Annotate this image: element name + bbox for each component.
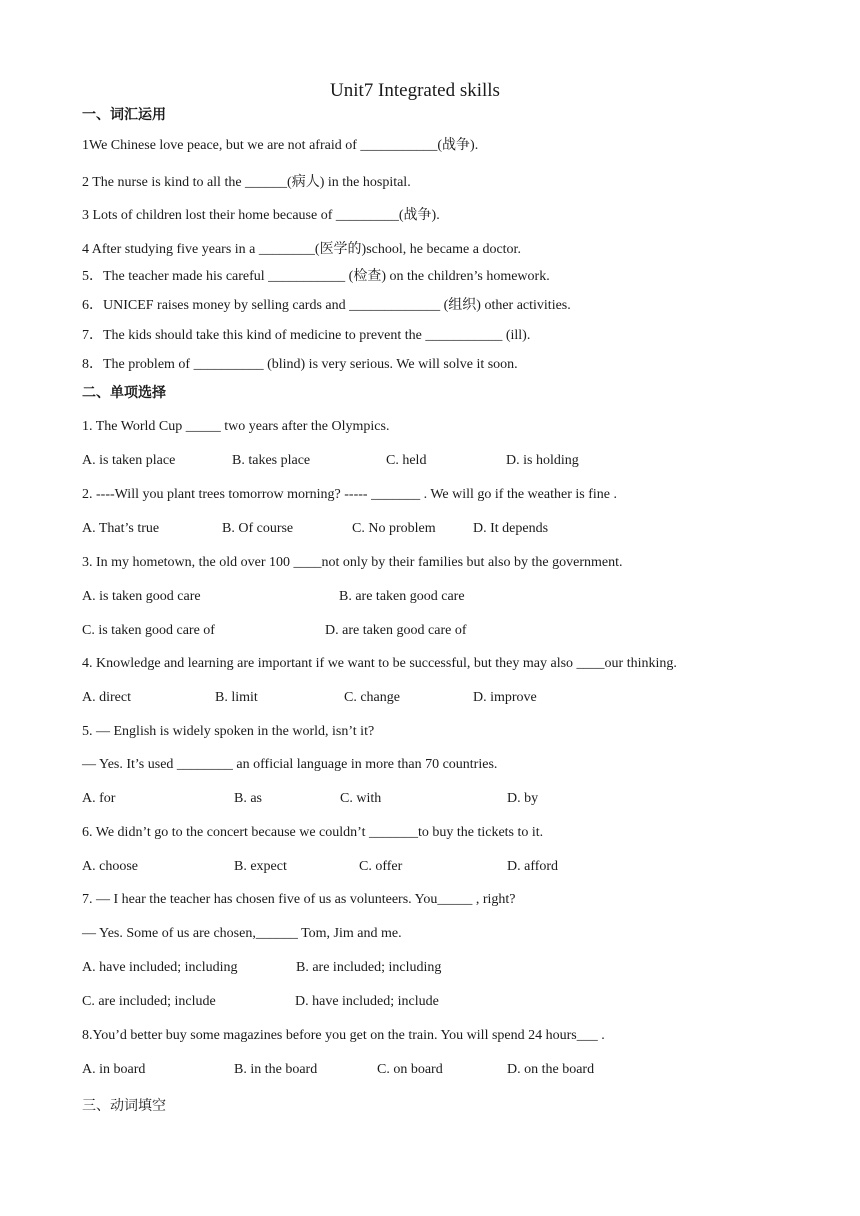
- option-b: B. expect: [234, 859, 287, 874]
- question-stem: 1. The World Cup _____ two years after the Olympics.: [82, 419, 390, 434]
- vocab-item: 3 Lots of children lost their home because of _________(战争).: [82, 208, 440, 223]
- option-d: D. have included; include: [295, 994, 439, 1009]
- option-c: C. are included; include: [82, 994, 216, 1009]
- option-b: B. Of course: [222, 521, 294, 536]
- section-heading-choice: 二、单项选择: [82, 385, 166, 401]
- option-a: A. choose: [82, 859, 138, 874]
- option-a: A. is taken good care: [82, 589, 201, 604]
- option-d: D. is holding: [506, 453, 579, 468]
- option-b: B. in the board: [234, 1062, 318, 1077]
- vocab-item: 8．The problem of __________ (blind) is very serious. We will solve it soon.: [82, 357, 518, 372]
- option-c: C. is taken good care of: [82, 623, 215, 638]
- page-title: Unit7 Integrated skills: [330, 80, 500, 101]
- question-stem: 2. ----Will you plant trees tomorrow morning? ----- _______ . We will go if the weather is fine .: [82, 487, 617, 502]
- question-stem: 3. In my hometown, the old over 100 ____not only by their families but also by the government.: [82, 555, 623, 570]
- question-stem: 6. We didn’t go to the concert because we couldn’t _______to buy the tickets to it.: [82, 825, 544, 840]
- option-b: B. limit: [215, 690, 258, 705]
- option-c: C. on board: [377, 1062, 443, 1077]
- option-a: A. in board: [82, 1062, 146, 1077]
- option-d: D. are taken good care of: [325, 623, 467, 638]
- option-d: D. improve: [473, 690, 537, 705]
- option-b: B. as: [234, 791, 262, 806]
- vocab-item: 1We Chinese love peace, but we are not afraid of ___________(战争).: [82, 138, 479, 153]
- option-c: C. with: [340, 791, 382, 806]
- option-b: B. are included; including: [296, 960, 442, 975]
- option-a: A. That’s true: [82, 521, 160, 536]
- option-c: C. offer: [359, 859, 403, 874]
- option-b: B. takes place: [232, 453, 311, 468]
- option-c: C. held: [386, 453, 427, 468]
- option-d: D. afford: [507, 859, 559, 874]
- section-heading-vocab: 一、词汇运用: [82, 107, 166, 123]
- option-c: C. change: [344, 690, 400, 705]
- question-stem: 4. Knowledge and learning are important if we want to be successful, but they may also ____our thinking.: [82, 656, 677, 671]
- question-stem: 5. — English is widely spoken in the world, isn’t it?: [82, 724, 375, 739]
- vocab-item: 7．The kids should take this kind of medicine to prevent the ___________ (ill).: [82, 328, 531, 343]
- option-c: C. No problem: [352, 521, 436, 536]
- vocab-item: 2 The nurse is kind to all the ______(病人) in the hospital.: [82, 175, 411, 190]
- option-d: D. on the board: [507, 1062, 595, 1077]
- question-stem: 8.You’d better buy some magazines before you get on the train. You will spend 24 hours___ .: [82, 1028, 605, 1043]
- vocab-item: 4 After studying five years in a ________(医学的)school, he became a doctor.: [82, 242, 521, 257]
- vocab-item: 6．UNICEF raises money by selling cards and _____________ (组织) other activities.: [82, 298, 571, 313]
- option-d: D. It depends: [473, 521, 549, 536]
- option-a: A. for: [82, 791, 116, 806]
- question-stem: 7. — I hear the teacher has chosen five of us as volunteers. You_____ , right?: [82, 892, 516, 907]
- section-heading-verbs: 三、动词填空: [82, 1098, 166, 1114]
- option-a: A. have included; including: [82, 960, 238, 975]
- option-a: A. direct: [82, 690, 131, 705]
- vocab-item: 5．The teacher made his careful ___________ (检查) on the children’s homework.: [82, 269, 550, 284]
- option-b: B. are taken good care: [339, 589, 465, 604]
- question-stem: — Yes. Some of us are chosen,______ Tom, Jim and me.: [82, 926, 402, 941]
- option-d: D. by: [507, 791, 539, 806]
- question-stem: — Yes. It’s used ________ an official language in more than 70 countries.: [82, 757, 498, 772]
- option-a: A. is taken place: [82, 453, 176, 468]
